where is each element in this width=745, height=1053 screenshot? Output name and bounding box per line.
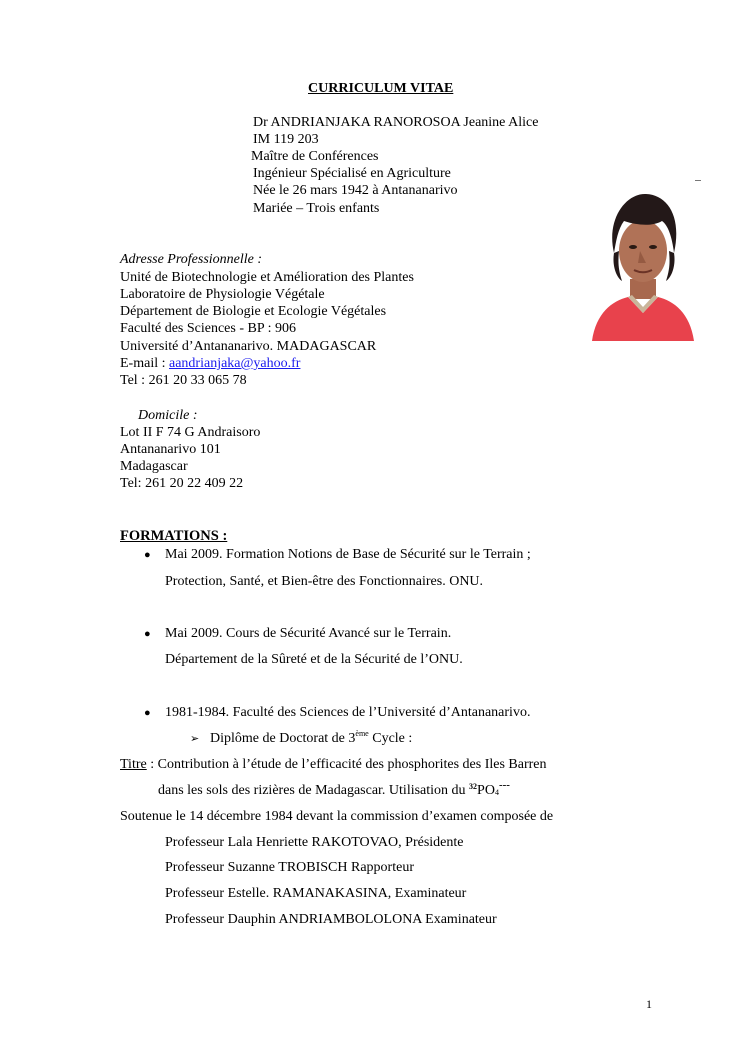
formation-line: Mai 2009. Formation Notions de Base de Sécurité sur le Terrain ; xyxy=(165,547,531,562)
doctorate-sup: ème xyxy=(355,729,369,738)
pro-phone: Tel : 261 20 33 065 78 xyxy=(120,373,247,388)
thesis-title-line xyxy=(120,756,547,773)
doctorate-suffix: Cycle : xyxy=(368,731,413,746)
full-name: Dr ANDRIANJAKA RANOROSOA Jeanine Alice xyxy=(253,115,539,130)
portrait-photo xyxy=(584,181,702,341)
home-line: Lot II F 74 G Andraisoro xyxy=(120,425,261,440)
doctorate-text: Diplôme de Doctorat de 3 xyxy=(210,731,356,746)
arrow-bullet-icon: ➢ xyxy=(190,733,200,745)
email-label: E-mail : xyxy=(120,356,169,371)
page-title: CURRICULUM VITAE xyxy=(308,81,454,96)
pro-address-line: Unité de Biotechnologie et Amélioration des Plantes xyxy=(120,270,414,285)
thesis-title-line-2 xyxy=(158,779,510,799)
email-link[interactable]: aandrianjaka@yahoo.fr xyxy=(169,356,301,371)
jury-member: Professeur Lala Henriette RAKOTOVAO, Présidente xyxy=(165,835,464,850)
formation-line: 1981-1984. Faculté des Sciences de l’Université d’Antananarivo. xyxy=(165,705,531,720)
home-line: Madagascar xyxy=(120,459,188,474)
academic-rank: Maître de Conférences xyxy=(251,149,379,164)
thesis-text-2: dans les sols des rizières de Madagascar. Utilisation du xyxy=(158,783,470,798)
isotope-mass: 32 xyxy=(469,782,478,791)
bullet-icon: ● xyxy=(144,549,151,561)
thesis-label: Titre xyxy=(120,757,147,772)
email-row xyxy=(120,355,300,372)
home-line: Antananarivo 101 xyxy=(120,442,221,457)
home-phone: Tel: 261 20 22 409 22 xyxy=(120,476,244,491)
degree: Ingénieur Spécialisé en Agriculture xyxy=(253,166,451,181)
pro-address-heading: Adresse Professionnelle : xyxy=(120,252,263,267)
phosphate-charge: --- xyxy=(498,779,510,791)
formation-line: Département de la Sûreté et de la Sécurité de l’ONU. xyxy=(165,652,463,667)
defense-line: Soutenue le 14 décembre 1984 devant la commission d’examen composée de xyxy=(120,809,554,824)
jury-member: Professeur Estelle. RAMANAKASINA, Examinateur xyxy=(165,886,467,901)
jury-member: Professeur Suzanne TROBISCH Rapporteur xyxy=(165,860,414,875)
thesis-text: : Contribution à l’étude de l’efficacité des phosphorites des Iles Barren xyxy=(146,757,547,772)
home-heading: Domicile : xyxy=(138,408,198,423)
pro-address-line: Université d’Antananarivo. MADAGASCAR xyxy=(120,339,377,354)
jury-member: Professeur Dauphin ANDRIAMBOLOLONA Examinateur xyxy=(165,912,497,927)
page-number: 1 xyxy=(646,997,652,1011)
family-status: Mariée – Trois enfants xyxy=(253,201,380,216)
bullet-icon: ● xyxy=(144,707,151,719)
birth-info: Née le 26 mars 1942 à Antananarivo xyxy=(253,183,458,198)
formation-line: Protection, Santé, et Bien-être des Fonctionnaires. ONU. xyxy=(165,574,484,589)
bullet-icon: ● xyxy=(144,628,151,640)
formation-line: Mai 2009. Cours de Sécurité Avancé sur le Terrain. xyxy=(165,626,452,641)
phosphate-formula: PO xyxy=(477,783,495,798)
formations-heading: FORMATIONS : xyxy=(120,528,228,544)
im-number: IM 119 203 xyxy=(253,132,319,147)
doctorate-line xyxy=(210,730,412,747)
pro-address-line: Laboratoire de Physiologie Végétale xyxy=(120,287,325,302)
pro-address-line: Faculté des Sciences - BP : 906 xyxy=(120,321,297,336)
pro-address-line: Département de Biologie et Ecologie Végétales xyxy=(120,304,387,319)
phosphate-subscript: 4 xyxy=(494,788,499,797)
